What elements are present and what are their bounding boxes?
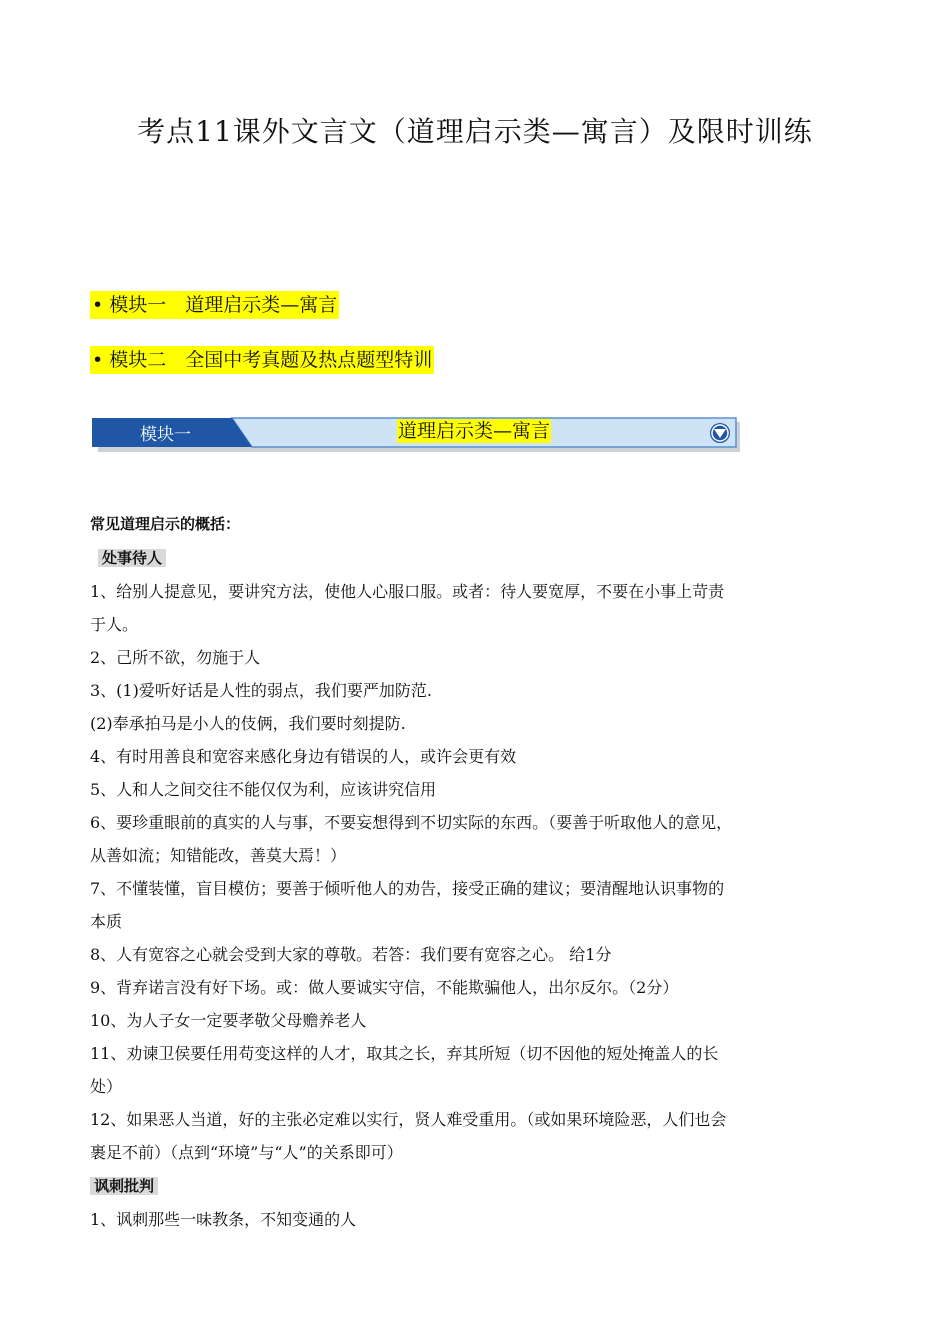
section-heading: 常见道理启示的概括：	[90, 515, 241, 533]
list-item: 于人。	[90, 615, 139, 634]
list-item: (2)奉承拍马是小人的伎俩，我们要时刻提防.	[90, 714, 406, 733]
list-item: 处）	[90, 1077, 123, 1096]
banner-title: 道理启示类—寓言	[398, 420, 551, 442]
list-item: 本质	[90, 912, 123, 931]
list-item: 2、己所不欲，勿施于人	[90, 648, 261, 667]
list-item: 4、有时用善良和宽容来感化身边有错误的人，或许会更有效	[90, 747, 517, 766]
module-link-2[interactable]: • 模块二 全国中考真题及热点题型特训	[90, 346, 434, 374]
list-item: 10、为人子女一定要孝敬父母赡养老人	[90, 1011, 367, 1030]
list-item: 1、讽刺那些一味教条，不知变通的人	[90, 1210, 357, 1229]
list-item: 8、人有宽容之心就会受到大家的尊敬。若答：我们要有宽容之心。 给1分	[90, 945, 612, 964]
list-item: 9、背弃诺言没有好下场。或：做人要诚实守信，不能欺骗他人，出尔反尔。（2分）	[90, 978, 679, 997]
module-link-1[interactable]: • 模块一 道理启示类—寓言	[90, 291, 339, 319]
page-title: 考点11课外文言文（道理启示类—寓言）及限时训练	[137, 115, 813, 148]
list-item: 从善如流；知错能改，善莫大焉！）	[90, 846, 347, 865]
list-item: 3、(1)爱听好话是人性的弱点，我们要严加防范.	[90, 681, 432, 700]
list-item: 1、给别人提意见，要讲究方法，使他人心服口服。或者：待人要宽厚，不要在小事上苛责	[90, 582, 725, 601]
sub-heading-2: 讽刺批判	[90, 1177, 158, 1195]
list-item: 6、要珍重眼前的真实的人与事，不要妄想得到不切实际的东西。（要善于听取他人的意见，	[90, 813, 733, 832]
content-body	[90, 508, 870, 1236]
sub-heading: 处事待人	[98, 549, 166, 567]
banner-tab-label: 模块一	[140, 425, 191, 445]
list-item: 裹足不前）（点到“环境”与“人”的关系即可）	[90, 1143, 403, 1162]
list-item: 7、不懂装懂，盲目模仿；要善于倾听他人的劝告，接受正确的建议；要清醒地认识事物的	[90, 879, 725, 898]
list-item: 12、如果恶人当道，好的主张必定难以实行，贤人难受重用。（或如果环境险恶，人们也会	[90, 1110, 727, 1129]
list-item: 11、劝谏卫侯要任用苟变这样的人才，取其之长，弃其所短（切不因他的短处掩盖人的长	[90, 1044, 719, 1063]
list-item: 5、人和人之间交往不能仅仅为利，应该讲究信用	[90, 780, 437, 799]
chevron-down-icon[interactable]	[710, 423, 730, 443]
